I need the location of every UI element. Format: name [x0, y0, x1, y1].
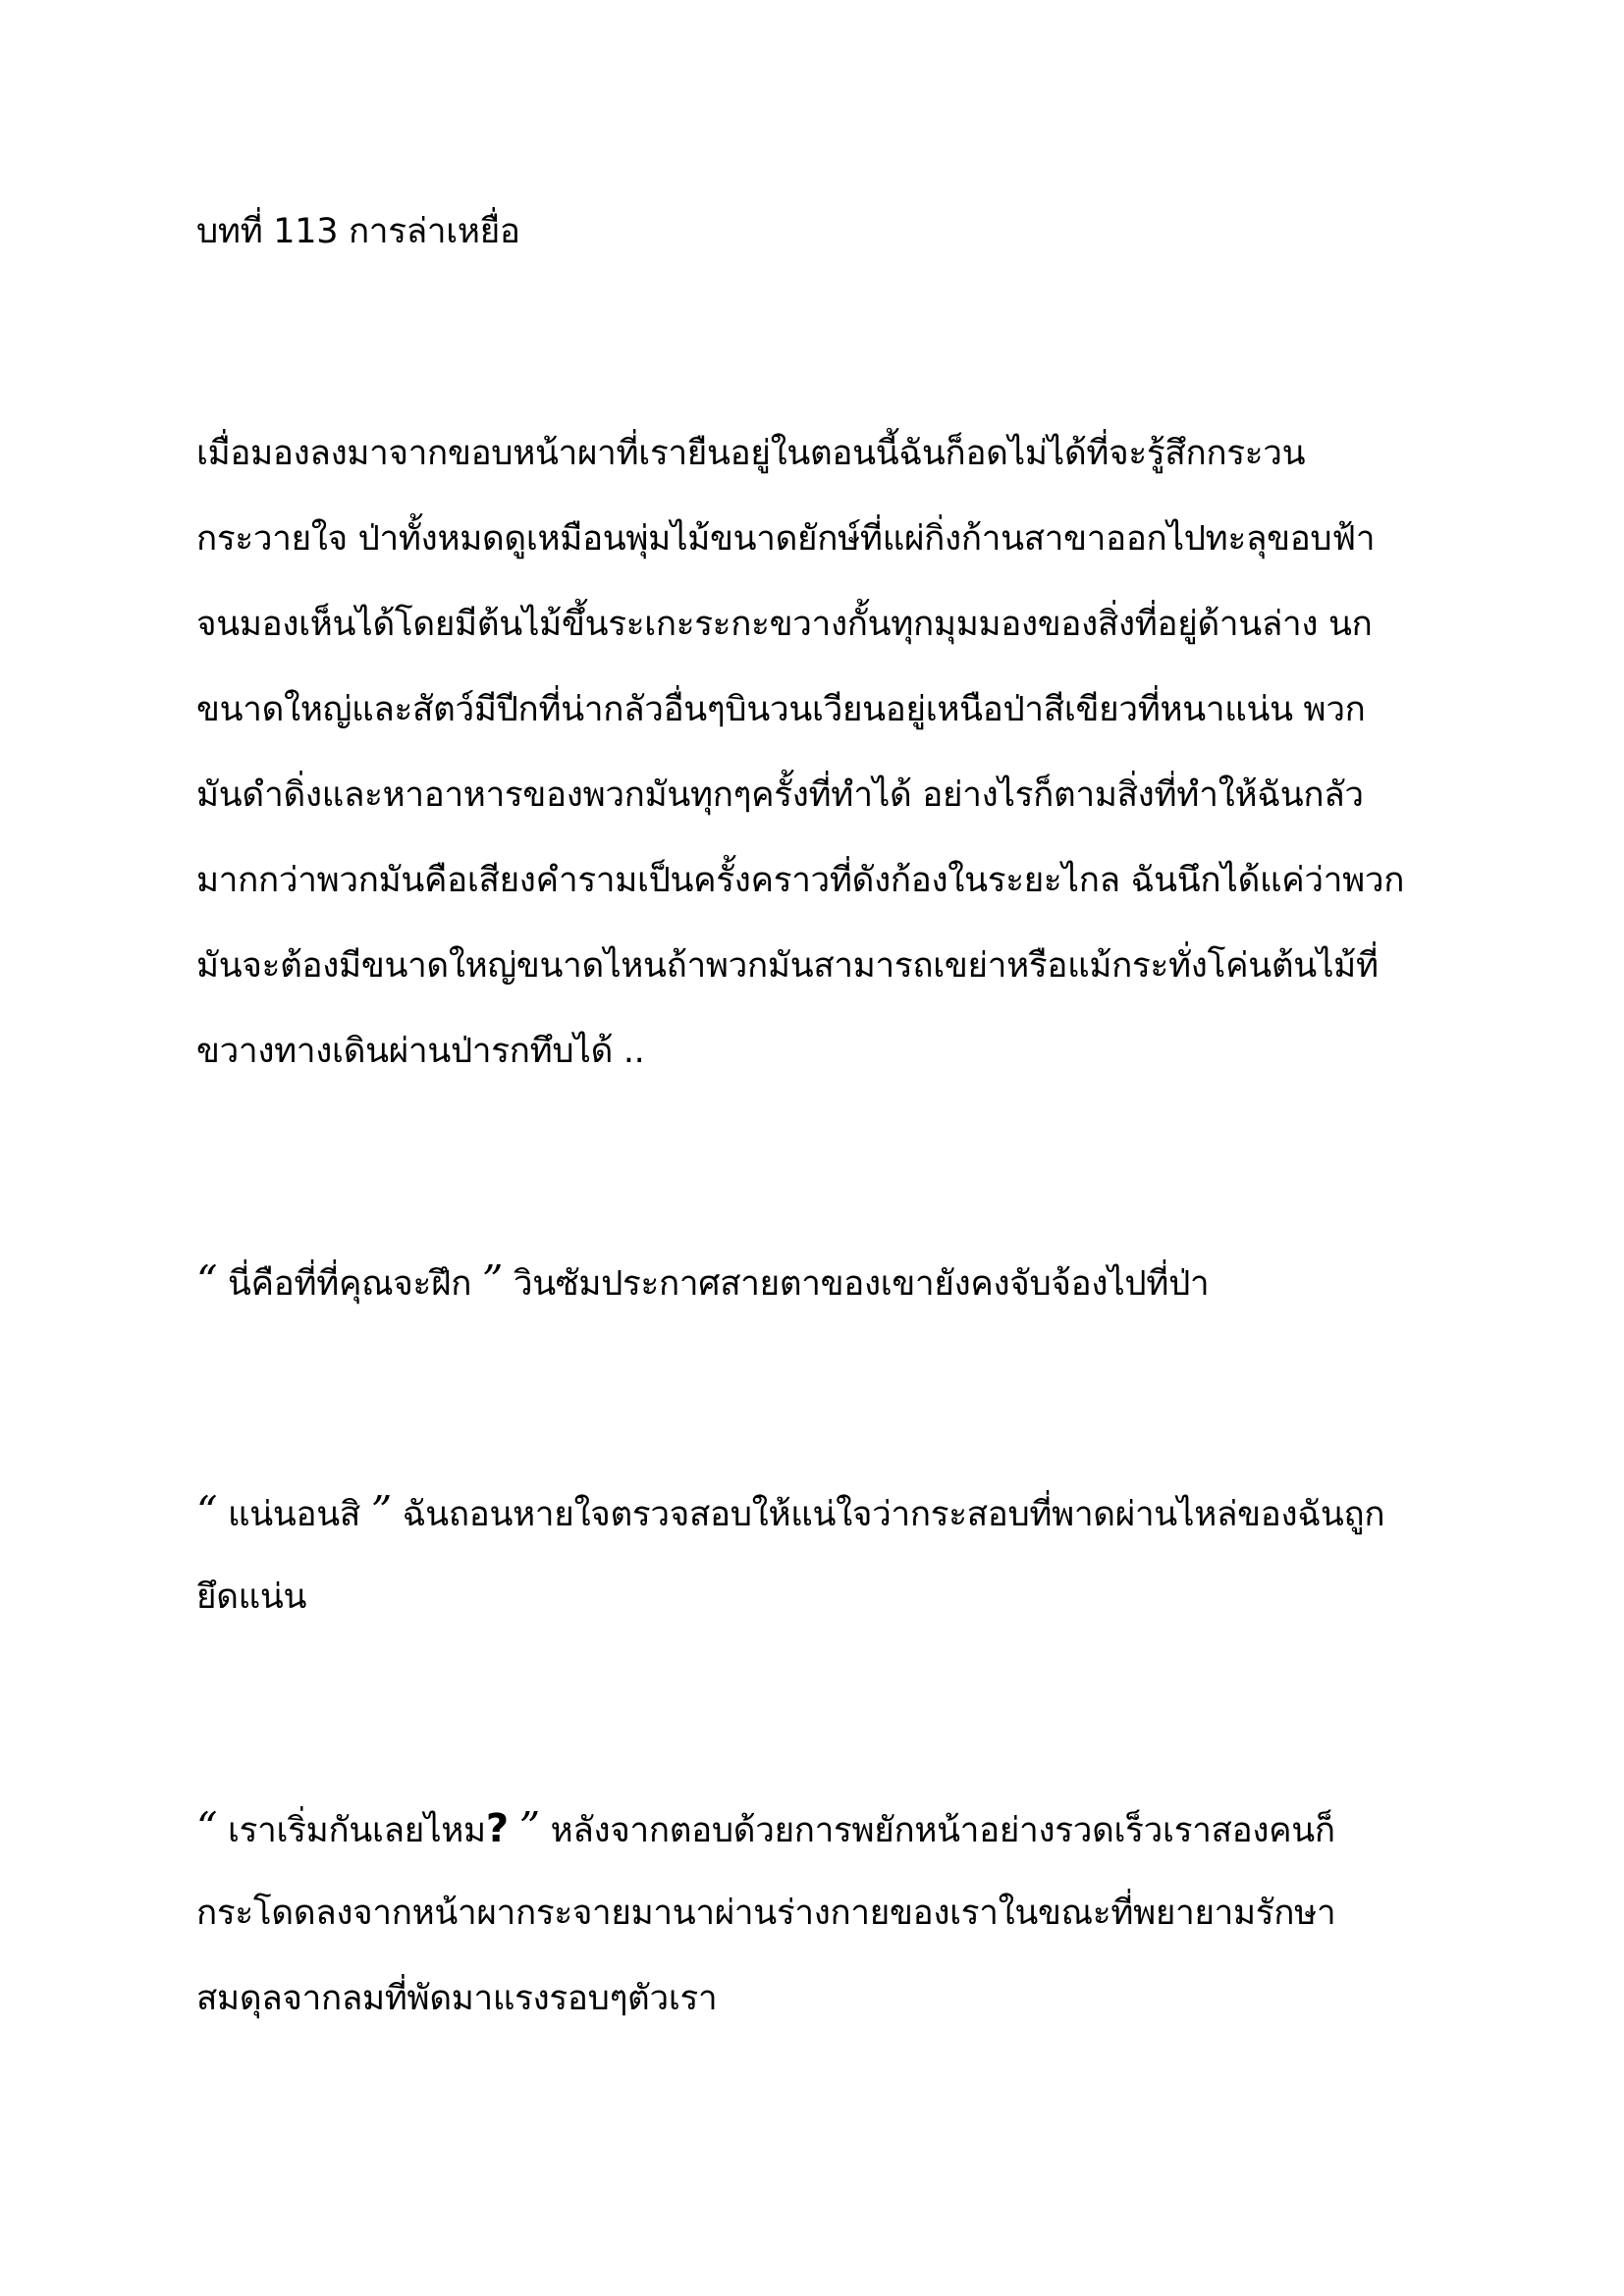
question-mark: ?	[485, 1806, 509, 1851]
paragraph-line: ขนาดใหญ่และสัตว์มีปีกที่น่ากลัวอื่นๆบินวนเวียนอยู่เหนือป่าสีเขียวที่หนาแน่น พวก	[196, 690, 1366, 729]
paragraph-line: ขวางทางเดินผ่านป่ารกทึบได้ ..	[196, 1032, 645, 1071]
dialogue-line	[196, 1256, 1210, 1306]
dialogue-speech: แน่นอนสิ	[228, 1495, 360, 1534]
paragraph-line: กระวายใจ ป่าทั้งหมดดูเหมือนพุ่มไม้ขนาดยักษ์ที่แผ่กิ่งก้านสาขาออกไปทะลุขอบฟ้า	[196, 519, 1376, 559]
open-quote: “	[196, 1256, 218, 1305]
dialogue-narration: ฉันถอนหายใจตรวจสอบให้แน่ใจว่ากระสอบที่พาดผ่านไหล่ของฉันถูก	[402, 1495, 1385, 1534]
close-quote: ”	[518, 1803, 540, 1851]
dialogue-line	[196, 1487, 1385, 1536]
dialogue-narration: วินซัมประกาศสายตาของเขายังคงจับจ้องไปที่ป่า	[513, 1264, 1210, 1304]
close-quote: ”	[481, 1256, 504, 1305]
dialogue-speech: เราเริ่มกันเลยไหม	[228, 1811, 486, 1850]
open-quote: “	[196, 1803, 218, 1851]
paragraph-line: มันจะต้องมีขนาดใหญ่ขนาดไหนถ้าพวกมันสามารถเขย่าหรือแม้กระทั่งโค่นต้นไม้ที่	[196, 946, 1379, 986]
paragraph-line: มากกว่าพวกมันคือเสียงคำรามเป็นครั้งคราวที่ดังก้องในระยะไกล ฉันนึกได้แค่ว่าพวก	[196, 861, 1405, 900]
dialogue-continuation: กระโดดลงจากหน้าผากระจายมานาผ่านร่างกายของเราในขณะที่พยายามรักษา	[196, 1894, 1336, 1933]
chapter-title: บทที่ 113 การล่าเหยื่อ	[196, 212, 520, 251]
open-quote: “	[196, 1487, 218, 1535]
close-quote: ”	[370, 1487, 392, 1535]
dialogue-line	[196, 1803, 1335, 1852]
dialogue-continuation: ยึดแน่น	[196, 1577, 307, 1617]
dialogue-narration: หลังจากตอบด้วยการพยักหน้าอย่างรวดเร็วเราสองคนก็	[550, 1811, 1335, 1850]
dialogue-continuation: สมดุลจากลมที่พัดมาแรงรอบๆตัวเรา	[196, 1979, 718, 2018]
paragraph-line: เมื่อมองลงมาจากขอบหน้าผาที่เรายืนอยู่ในตอนนี้ฉันก็อดไม่ได้ที่จะรู้สึกกระวน	[196, 434, 1306, 473]
paragraph-line: มันดำดิ่งและหาอาหารของพวกมันทุกๆครั้งที่ทำได้ อย่างไรก็ตามสิ่งที่ทำให้ฉันกลัว	[196, 775, 1364, 815]
paragraph-line: จนมองเห็นได้โดยมีต้นไม้ขึ้นระเกะระกะขวางกั้นทุกมุมมองของสิ่งที่อยู่ด้านล่าง นก	[196, 605, 1373, 644]
dialogue-speech: นี่คือที่ที่คุณจะฝึก	[228, 1264, 472, 1304]
